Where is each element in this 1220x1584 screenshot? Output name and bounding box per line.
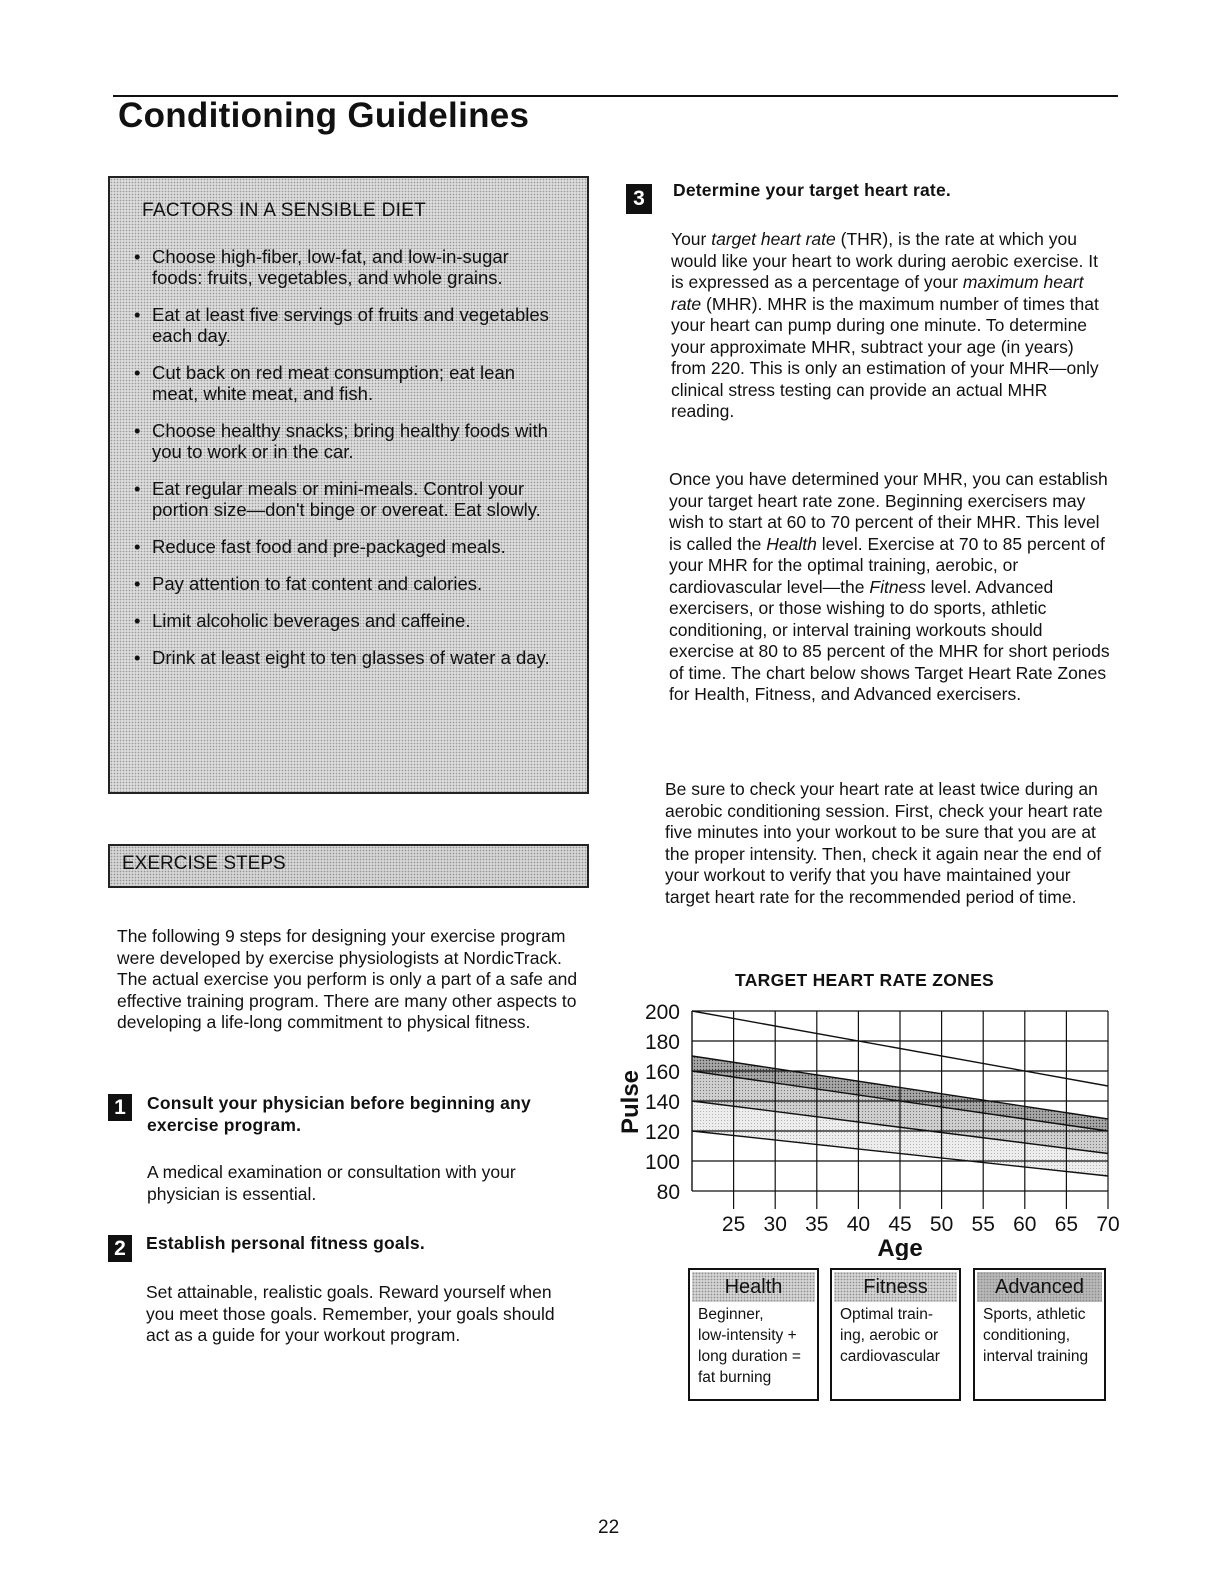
x-tick-label: 55 bbox=[971, 1213, 995, 1236]
legend-advanced-label: Advanced bbox=[977, 1272, 1102, 1302]
legend-advanced-description: Sports, athletic conditioning, interval training bbox=[983, 1306, 1089, 1365]
diet-item: • Cut back on red meat consumption; eat lean meat, white meat, and fish. bbox=[134, 362, 516, 404]
step-3-paragraph-1: Your target heart rate (THR), is the rate at which you would like your heart to work during aerobic exercise. It is expressed as a percentage of your maximum heart rate (MHR). MHR is the maximum number of times that your heart can pump during one minute. To determine your approximate MHR, subtract your age (in years) from 220. This is only an estimation of your MHR—only clinical stress testing can provide an actual MHR reading. bbox=[671, 229, 1099, 421]
legend-health bbox=[688, 1268, 819, 1401]
y-tick-label: 100 bbox=[644, 1151, 680, 1174]
step-3-paragraph-3: Be sure to check your heart rate at least twice during an aerobic conditioning session. First, check your heart rate five minutes into your workout to be sure that you are at the proper intensity. Then, check it again near the end of your workout to verify that you have maintained your target heart rate for the recommended period of time. bbox=[665, 779, 1103, 907]
x-tick-label: 30 bbox=[763, 1213, 787, 1236]
diet-item: • Choose high-fiber, low-fat, and low-in-sugar foods: fruits, vegetables, and whole grains. bbox=[134, 246, 509, 288]
sensible-diet-box bbox=[108, 176, 589, 794]
x-tick-label: 65 bbox=[1054, 1213, 1079, 1236]
target-heart-rate-chart bbox=[600, 990, 1125, 1260]
x-tick-label: 45 bbox=[888, 1213, 912, 1236]
steps-intro: The following 9 steps for designing your exercise program were developed by exercise physiologists at NordicTrack. The actual exercise you perform is only a part of a safe and effective training program. There are many other aspects to developing a life-long commitment to physical fitness. bbox=[117, 926, 578, 1032]
step-3-number-badge: 3 bbox=[626, 184, 652, 214]
y-tick-label: 200 bbox=[644, 1001, 680, 1024]
exercise-steps-banner bbox=[108, 844, 589, 888]
diet-item: • Eat at least five servings of fruits and vegetables each day. bbox=[134, 304, 549, 346]
step-1-body: A medical examination or consultation with your physician is essential. bbox=[147, 1162, 516, 1204]
legend-fitness-description: Optimal train- ing, aerobic or cardiovascular bbox=[840, 1306, 940, 1365]
legend-fitness-label: Fitness bbox=[834, 1272, 957, 1302]
x-tick-label: 50 bbox=[929, 1213, 954, 1236]
x-tick-label: 60 bbox=[1013, 1213, 1037, 1236]
legend-health-description: Beginner, low-intensity + long duration = fat burning bbox=[698, 1306, 801, 1386]
y-tick-label: 160 bbox=[644, 1061, 680, 1084]
diet-item: • Reduce fast food and pre-packaged meals. bbox=[134, 536, 506, 557]
step-2-number-badge: 2 bbox=[108, 1235, 132, 1262]
step-3-paragraph-2: Once you have determined your MHR, you can establish your target heart rate zone. Beginning exercisers may wish to start at 60 to 70 percent of their MHR. This level is called the Health level. Exercise at 70 to 85 percent of your MHR for the optimal training, aerobic, or cardiovascular level—the Fitness level. Advanced exercisers, or those wishing to do sports, athletic conditioning, or interval training workouts should exercise at 80 to 85 percent of the MHR for short periods of time. The chart below shows Target Heart Rate Zones for Health, Fitness, and Advanced exercisers. bbox=[669, 469, 1110, 704]
page-title: Conditioning Guidelines bbox=[118, 96, 530, 135]
x-tick-label: 25 bbox=[721, 1213, 746, 1236]
step-1-number-badge: 1 bbox=[108, 1094, 132, 1121]
diet-item: • Pay attention to fat content and calories. bbox=[134, 573, 483, 594]
legend-advanced bbox=[973, 1268, 1106, 1401]
x-tick-label: 35 bbox=[805, 1213, 829, 1236]
diet-item: • Eat regular meals or mini-meals. Control your portion size—don't binge or overeat. Eat slowly. bbox=[134, 478, 541, 520]
diet-item: • Limit alcoholic beverages and caffeine. bbox=[134, 610, 471, 631]
diet-box-title: FACTORS IN A SENSIBLE DIET bbox=[142, 200, 427, 221]
exercise-steps-title: EXERCISE STEPS bbox=[122, 853, 286, 874]
step-3-heading: Determine your target heart rate. bbox=[673, 180, 951, 200]
y-tick-label: 180 bbox=[644, 1031, 680, 1054]
y-tick-label: 80 bbox=[656, 1181, 680, 1204]
step-2-body: Set attainable, realistic goals. Reward yourself when you meet those goals. Remember, your goals should act as a guide for your workout program. bbox=[146, 1282, 555, 1345]
legend-health-label: Health bbox=[692, 1272, 815, 1302]
y-axis-label: Pulse bbox=[617, 1069, 644, 1135]
x-tick-label: 70 bbox=[1096, 1213, 1120, 1236]
y-tick-label: 140 bbox=[644, 1091, 680, 1114]
diet-item: • Choose healthy snacks; bring healthy foods with you to work or in the car. bbox=[134, 420, 548, 462]
x-tick-label: 40 bbox=[846, 1213, 871, 1236]
page-number: 22 bbox=[598, 1517, 620, 1538]
x-axis-label: Age bbox=[877, 1235, 923, 1260]
legend-fitness bbox=[830, 1268, 961, 1401]
chart-title: TARGET HEART RATE ZONES bbox=[735, 970, 995, 990]
diet-list bbox=[130, 246, 560, 684]
step-2-heading: Establish personal fitness goals. bbox=[146, 1233, 425, 1253]
y-tick-label: 120 bbox=[644, 1121, 680, 1144]
diet-item: • Drink at least eight to ten glasses of water a day. bbox=[134, 647, 550, 668]
step-1-heading: Consult your physician before beginning any exercise program. bbox=[147, 1093, 531, 1135]
